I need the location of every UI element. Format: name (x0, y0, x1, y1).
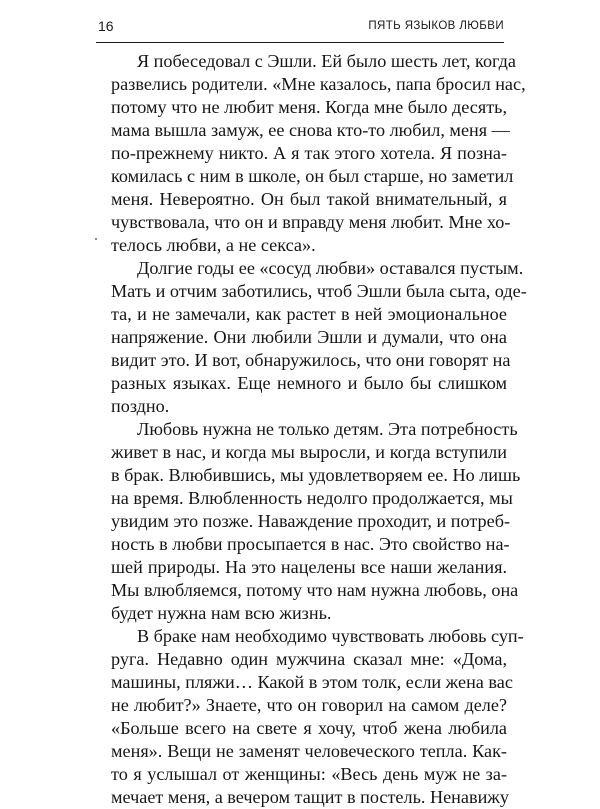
text-line: Любовь нужна не только детям. Эта потребность (137, 419, 518, 439)
text-line: та, и не замечали, как растет в ней эмоциональное (111, 304, 507, 324)
text-line: В браке нам необходимо чувствовать любовь суп- (137, 626, 524, 646)
text-line: не любит?» Знаете, что он говорил на самом деле? (111, 695, 507, 715)
paragraph-3 (111, 418, 521, 625)
text-line: руга. Недавно один мужчина сказал мне: «Дома, (111, 649, 507, 669)
text-line: Мы влюбляемся, потому что нам нужна любовь, она (111, 580, 519, 600)
text-line: в брак. Влюбившись, мы удовлетворяем ее. Но лишь (111, 465, 521, 485)
text-line: то я услышал от женщины: «Весь день муж не за- (111, 764, 507, 784)
text-line: шей природы. На это нацелены все наши желания. (111, 557, 507, 577)
text-line: поздно. (111, 396, 170, 416)
text-line: потому что не любит меня. Когда мне было десять, (111, 97, 507, 117)
text-line: развелись родители. «Мне казалось, папа бросил нас, (111, 74, 526, 94)
text-line: мама вышла замуж, ее снова кто-то любил, меня — (111, 120, 510, 140)
text-line: комилась с ним в школе, он был старше, но заметил (111, 166, 514, 186)
paragraph-2 (111, 257, 527, 418)
text-line: телось любви, а не секса». (111, 235, 316, 255)
text-line: чувствовала, что он и вправду меня любит. Мне хо- (111, 212, 511, 232)
text-line: Я побеседовал с Эшли. Ей было шесть лет, когда (137, 51, 516, 71)
page-number: 16 (98, 18, 114, 34)
text-line: «Больше всего на свете я хочу, чтоб жена любила (111, 718, 507, 738)
text-line: видит это. И вот, обнаружилось, что они говорят на (111, 350, 511, 370)
text-line: живет в нас, и когда мы выросли, и когда вступили (111, 442, 507, 462)
text-line: меня». Вещи не заменят человеческого тепла. Как- (111, 741, 507, 761)
text-line: разных языках. Еще немного и было бы слишком (111, 373, 507, 393)
text-line: будет нужна нам всю жизнь. (111, 603, 332, 623)
paragraph-1 (111, 50, 526, 257)
text-line: по-прежнему никто. А я так этого хотела. Я позна- (111, 143, 507, 163)
text-line: мечает меня, а вечером тащит в постель. Ненавижу (111, 787, 509, 807)
text-line: на время. Влюбленность недолго продолжается, мы (111, 488, 513, 508)
text-line: Долгие годы ее «сосуд любви» оставался пустым. (137, 258, 524, 278)
text-line: ность в любви просыпается в нас. Это свойство на- (111, 534, 510, 554)
running-title: ПЯТЬ ЯЗЫКОВ ЛЮБВИ (368, 20, 504, 32)
paragraph-4 (111, 625, 524, 809)
text-line: напряжение. Они любили Эшли и думали, что она (111, 327, 507, 347)
text-line: машины, пляжи… Какой в этом толк, если жена вас (111, 672, 513, 692)
print-speck (95, 238, 97, 240)
text-line: увидим это позже. Наваждение проходит, и потреб- (111, 511, 511, 531)
running-header (96, 16, 504, 43)
body-text (111, 50, 527, 809)
text-line: меня. Невероятно. Он был такой внимательный, я (111, 189, 507, 209)
text-line: Мать и отчим заботились, чтоб Эшли была сыта, оде- (111, 281, 527, 301)
